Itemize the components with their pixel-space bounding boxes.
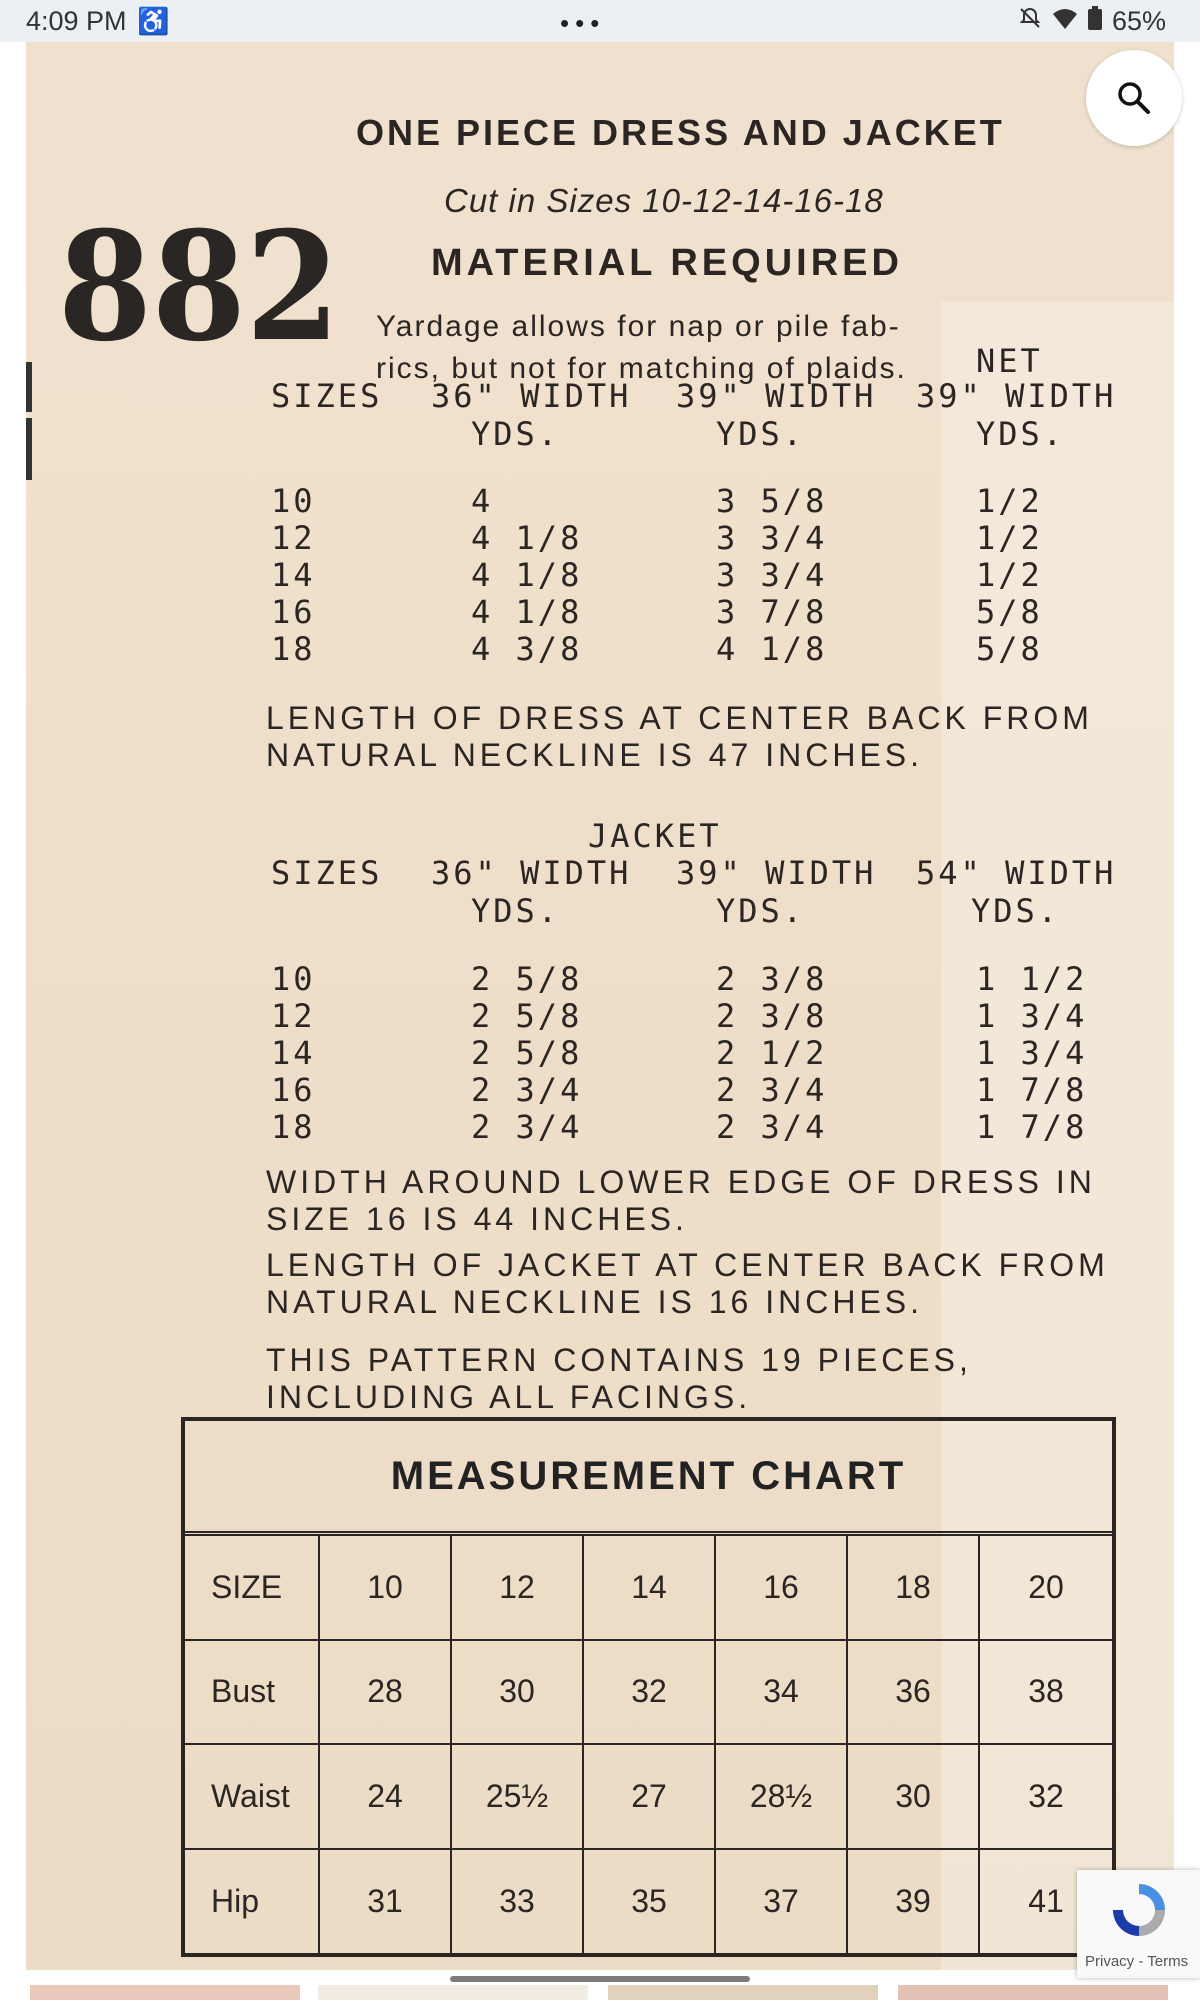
- thumbnail-strip[interactable]: [0, 1985, 1200, 2000]
- yardage-cell: 1 7/8: [976, 1108, 1088, 1146]
- scroll-indicator[interactable]: [450, 1976, 750, 1982]
- measurement-chart-title: MEASUREMENT CHART: [185, 1421, 1112, 1536]
- header-width: 39" WIDTH: [676, 854, 877, 892]
- pattern-title: ONE PIECE DRESS AND JACKET: [356, 112, 1005, 153]
- note-line: NATURAL NECKLINE IS 47 INCHES.: [266, 737, 924, 773]
- yardage-cell: 2 1/2: [716, 1034, 828, 1072]
- yardage-cell: 3 7/8: [716, 593, 828, 631]
- note-line: LENGTH OF DRESS AT CENTER BACK FROM: [266, 700, 1093, 736]
- dress-header: [271, 377, 1171, 417]
- size-cell: 10: [271, 482, 316, 520]
- measurement-value: 27: [584, 1745, 716, 1850]
- measurement-value: 38: [980, 1641, 1112, 1746]
- note-line: WIDTH AROUND LOWER EDGE OF DRESS IN: [266, 1164, 1096, 1200]
- yardage-cell: 1 7/8: [976, 1071, 1088, 1109]
- recaptcha-badge[interactable]: [1077, 1870, 1200, 1978]
- measurement-grid: [185, 1536, 1112, 1954]
- yardage-cell: 4 1/8: [471, 593, 583, 631]
- material-heading: MATERIAL REQUIRED: [431, 242, 903, 284]
- measurement-label: Waist: [185, 1745, 320, 1850]
- units: YDS.: [471, 415, 561, 453]
- jacket-units: [271, 892, 1171, 932]
- yardage-cell: 1 3/4: [976, 997, 1088, 1035]
- accessibility-icon: ♿: [137, 6, 170, 36]
- units: YDS.: [716, 415, 806, 453]
- size-cell: 12: [271, 519, 316, 557]
- yardage-row: [271, 997, 1171, 1033]
- measurement-value: 33: [452, 1850, 584, 1955]
- yardage-row: [271, 593, 1171, 629]
- yardage-cell: 3 3/4: [716, 556, 828, 594]
- measurement-label: Bust: [185, 1641, 320, 1746]
- measurement-value: 20: [980, 1536, 1112, 1641]
- size-cell: 16: [271, 1071, 316, 1109]
- header-width: 36" WIDTH: [431, 377, 632, 415]
- status-dots: •••: [560, 8, 606, 38]
- yardage-cell: 2 3/4: [716, 1071, 828, 1109]
- units: YDS.: [976, 415, 1066, 453]
- measurement-value: 37: [716, 1850, 848, 1955]
- yardage-cell: 2 5/8: [471, 997, 583, 1035]
- yardage-cell: 2 3/8: [716, 960, 828, 998]
- net-label: NET: [976, 342, 1043, 380]
- header-width: 54" WIDTH: [916, 854, 1117, 892]
- recaptcha-links: [1085, 1953, 1188, 1970]
- yardage-row: [271, 482, 1171, 518]
- yardage-cell: 3 5/8: [716, 482, 828, 520]
- measurement-value: 35: [584, 1850, 716, 1955]
- measurement-value: 41: [1028, 1883, 1064, 1920]
- measurement-value: 25½: [452, 1745, 584, 1850]
- note-line: THIS PATTERN CONTAINS 19 PIECES,: [266, 1342, 972, 1378]
- measurement-value: 30: [848, 1745, 980, 1850]
- dress-length-note: [266, 700, 1093, 774]
- battery-percent: 65%: [1111, 6, 1166, 36]
- header-width: 36" WIDTH: [431, 854, 632, 892]
- yardage-cell: 2 3/4: [471, 1108, 583, 1146]
- yardage-cell: 4 1/8: [471, 519, 583, 557]
- status-time: 4:09 PM: [26, 6, 127, 36]
- measurement-value: 14: [584, 1536, 716, 1641]
- edge-mark: [26, 418, 32, 480]
- yardage-cell: 1/2: [976, 519, 1043, 557]
- pattern-scan: [26, 42, 1174, 1970]
- size-cell: 12: [271, 997, 316, 1035]
- battery-icon: [1088, 6, 1102, 37]
- pattern-subtitle: Cut in Sizes 10-12-14-16-18: [444, 182, 884, 219]
- size-cell: 16: [271, 593, 316, 631]
- measurement-value: 34: [716, 1641, 848, 1746]
- yardage-cell: 2 3/4: [716, 1108, 828, 1146]
- measurement-label: SIZE: [185, 1536, 320, 1641]
- measurement-value: 32: [980, 1745, 1112, 1850]
- measurement-value: 36: [848, 1641, 980, 1746]
- yardage-cell: 2 3/8: [716, 997, 828, 1035]
- measurement-value: 16: [716, 1536, 848, 1641]
- yardage-cell: 2 5/8: [471, 1034, 583, 1072]
- yardage-cell: 2 3/4: [471, 1071, 583, 1109]
- yardage-note: Yardage allows for nap or pile fab-: [376, 310, 901, 343]
- note-line: LENGTH OF JACKET AT CENTER BACK FROM: [266, 1247, 1109, 1283]
- yardage-cell: 2 5/8: [471, 960, 583, 998]
- header-sizes: SIZES: [271, 377, 383, 415]
- header-width: 39" WIDTH: [916, 377, 1117, 415]
- units: YDS.: [471, 892, 561, 930]
- yardage-cell: 5/8: [976, 630, 1043, 668]
- pattern-number: 882: [58, 199, 340, 375]
- privacy-link[interactable]: Privacy: [1085, 1953, 1135, 1970]
- thumbnail[interactable]: [318, 1985, 588, 2000]
- terms-link[interactable]: Terms: [1147, 1953, 1189, 1970]
- yardage-row: [271, 1071, 1171, 1107]
- size-cell: 18: [271, 630, 316, 668]
- recaptcha-icon: [1107, 1878, 1171, 1942]
- measurement-value: 32: [584, 1641, 716, 1746]
- jacket-header: [271, 854, 1171, 894]
- yardage-cell: 4 3/8: [471, 630, 583, 668]
- search-button[interactable]: [1086, 50, 1182, 146]
- size-cell: 18: [271, 1108, 316, 1146]
- yardage-cell: 1/2: [976, 556, 1043, 594]
- status-bar: [0, 0, 1200, 42]
- measurement-value: 18: [848, 1536, 980, 1641]
- width-note: [266, 1164, 1096, 1238]
- yardage-cell: 1/2: [976, 482, 1043, 520]
- measurement-chart: [181, 1417, 1116, 1957]
- header-width: 39" WIDTH: [676, 377, 877, 415]
- yardage-row: [271, 1108, 1171, 1144]
- pieces-note: [266, 1342, 972, 1416]
- size-cell: 10: [271, 960, 316, 998]
- jacket-title: JACKET: [588, 817, 722, 855]
- edge-mark: [26, 362, 32, 412]
- status-icons: [1018, 6, 1166, 37]
- alarm-off-icon: [1018, 6, 1042, 37]
- measurement-value: 10: [320, 1536, 452, 1641]
- measurement-value: 28: [320, 1641, 452, 1746]
- measurement-value: 39: [848, 1850, 980, 1955]
- size-cell: 14: [271, 556, 316, 594]
- search-icon: [1116, 80, 1152, 116]
- thumbnail[interactable]: [608, 1985, 878, 2000]
- yardage-row: [271, 519, 1171, 555]
- measurement-label: Hip: [185, 1850, 320, 1955]
- thumbnail[interactable]: [898, 1985, 1168, 2000]
- thumbnail[interactable]: [30, 1985, 300, 2000]
- size-cell: 14: [271, 1034, 316, 1072]
- header-sizes: SIZES: [271, 854, 383, 892]
- dress-units: [271, 415, 1171, 455]
- units: YDS.: [716, 892, 806, 930]
- yardage-cell: 1 1/2: [976, 960, 1088, 998]
- note-line: NATURAL NECKLINE IS 16 INCHES.: [266, 1284, 924, 1320]
- yardage-note: rics, but not for matching of plaids.: [376, 352, 907, 385]
- measurement-value: 28½: [716, 1745, 848, 1850]
- yardage-row: [271, 630, 1171, 666]
- note-line: SIZE 16 IS 44 INCHES.: [266, 1201, 688, 1237]
- measurement-value: 24: [320, 1745, 452, 1850]
- link-separator: -: [1134, 1953, 1148, 1970]
- units: YDS.: [971, 892, 1061, 930]
- yardage-row: [271, 1034, 1171, 1070]
- yardage-row: [271, 556, 1171, 592]
- measurement-value: 31: [320, 1850, 452, 1955]
- note-line: INCLUDING ALL FACINGS.: [266, 1379, 752, 1415]
- yardage-cell: 4 1/8: [716, 630, 828, 668]
- measurement-value: 30: [452, 1641, 584, 1746]
- measurement-value: 12: [452, 1536, 584, 1641]
- yardage-cell: 3 3/4: [716, 519, 828, 557]
- yardage-cell: 1 3/4: [976, 1034, 1088, 1072]
- jacket-length-note: [266, 1247, 1109, 1321]
- yardage-cell: 5/8: [976, 593, 1043, 631]
- yardage-row: [271, 960, 1171, 996]
- yardage-cell: 4 1/8: [471, 556, 583, 594]
- wifi-icon: [1052, 6, 1078, 37]
- yardage-cell: 4: [471, 482, 494, 520]
